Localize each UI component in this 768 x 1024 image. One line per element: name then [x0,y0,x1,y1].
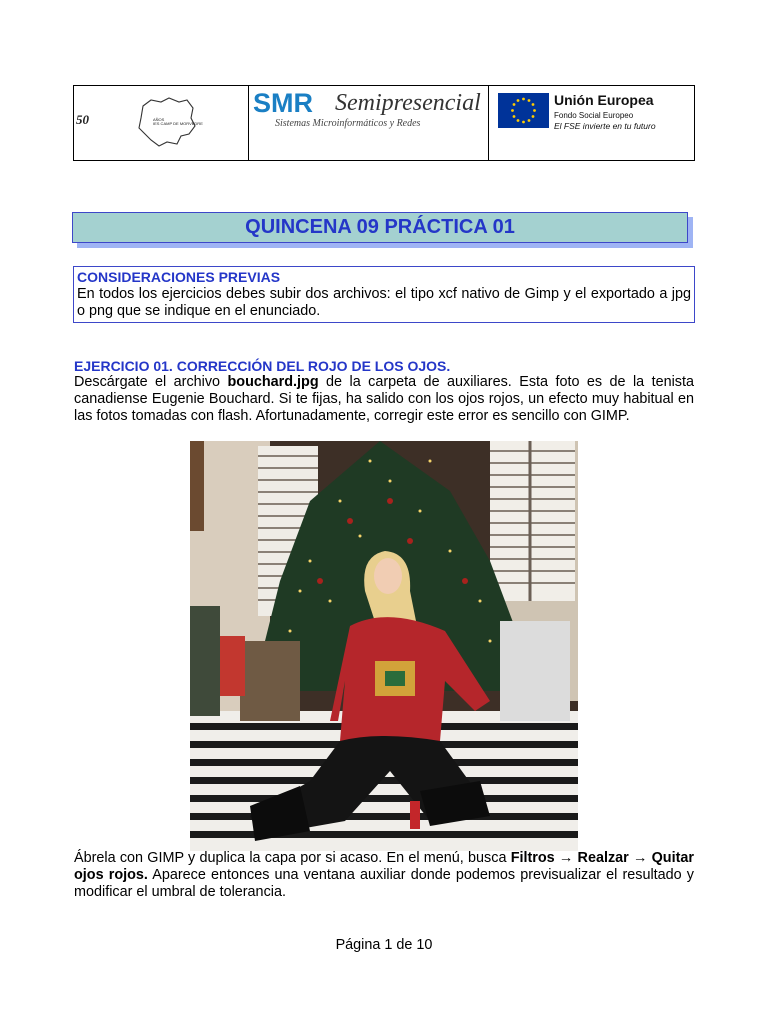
eu-flag-icon [498,93,549,128]
eu-subtitle-slogan: El FSE invierte en tu futuro [554,121,656,131]
school-anniversary-number: 50 [76,112,89,127]
page-number: Página 1 de 10 [335,937,433,953]
blinds-right [490,441,575,601]
p1-text-after: de la carpeta de auxiliares. Esta foto es de la tenista canadiense Eugenie Bouchard. Si te fijas, ha salido con los ojos rojos, un efecto muy habitual en las fotos tomadas con flash. Afortunadamente, corregir este error es sencillo con GIMP. [74,374,694,424]
exercise-heading: EJERCICIO 01. CORRECCIÓN DEL ROJO DE LOS OJOS. [74,358,451,374]
school-name [153,118,203,126]
p2-text-before: Ábrela con GIMP y duplica la capa por si acaso. En el menú, busca [74,850,511,866]
header-table [73,85,695,161]
smr-logo-cell [249,86,489,160]
school-name-line1: AÑOS [153,117,165,122]
smr-logo-word: SMR [253,88,313,118]
p2-menu-path: Filtros → Realzar → Quitar ojos rojos. [74,850,694,883]
smr-logo-subtitle: Sistemas Microinformáticos y Redes [275,118,421,129]
exercise-paragraph-2 [74,850,694,901]
eu-subtitle-fund: Fondo Social Europeo [554,111,634,120]
eu-title: Unión Europea [554,92,654,108]
considerations-heading: CONSIDERACIONES PREVIAS [77,269,281,285]
p2-text-after: Aparece entonces una ventana auxiliar donde podemos previsualizar el resultado y modificar el umbral de tolerancia. [74,867,695,900]
considerations-text: En todos los ejercicios debes subir dos archivos: el tipo xcf nativo de Gimp y el exportado a jpg o png que se indique en el enunciado. [77,286,691,319]
eu-logo-cell [489,86,694,160]
considerations-box [73,266,695,323]
school-logo-cell [74,86,249,160]
photo-bouchard [190,441,578,851]
smr-logo-script: Semipresencial [335,90,481,116]
p1-filename: bouchard.jpg [227,374,319,390]
p1-text-before: Descárgate el archivo [74,374,228,390]
exercise-paragraph-1 [74,374,694,425]
page-title: QUINCENA 09 PRÁCTICA 01 [72,212,688,243]
school-name-line2: IES CAMP DE MORVEDRE [153,121,203,126]
